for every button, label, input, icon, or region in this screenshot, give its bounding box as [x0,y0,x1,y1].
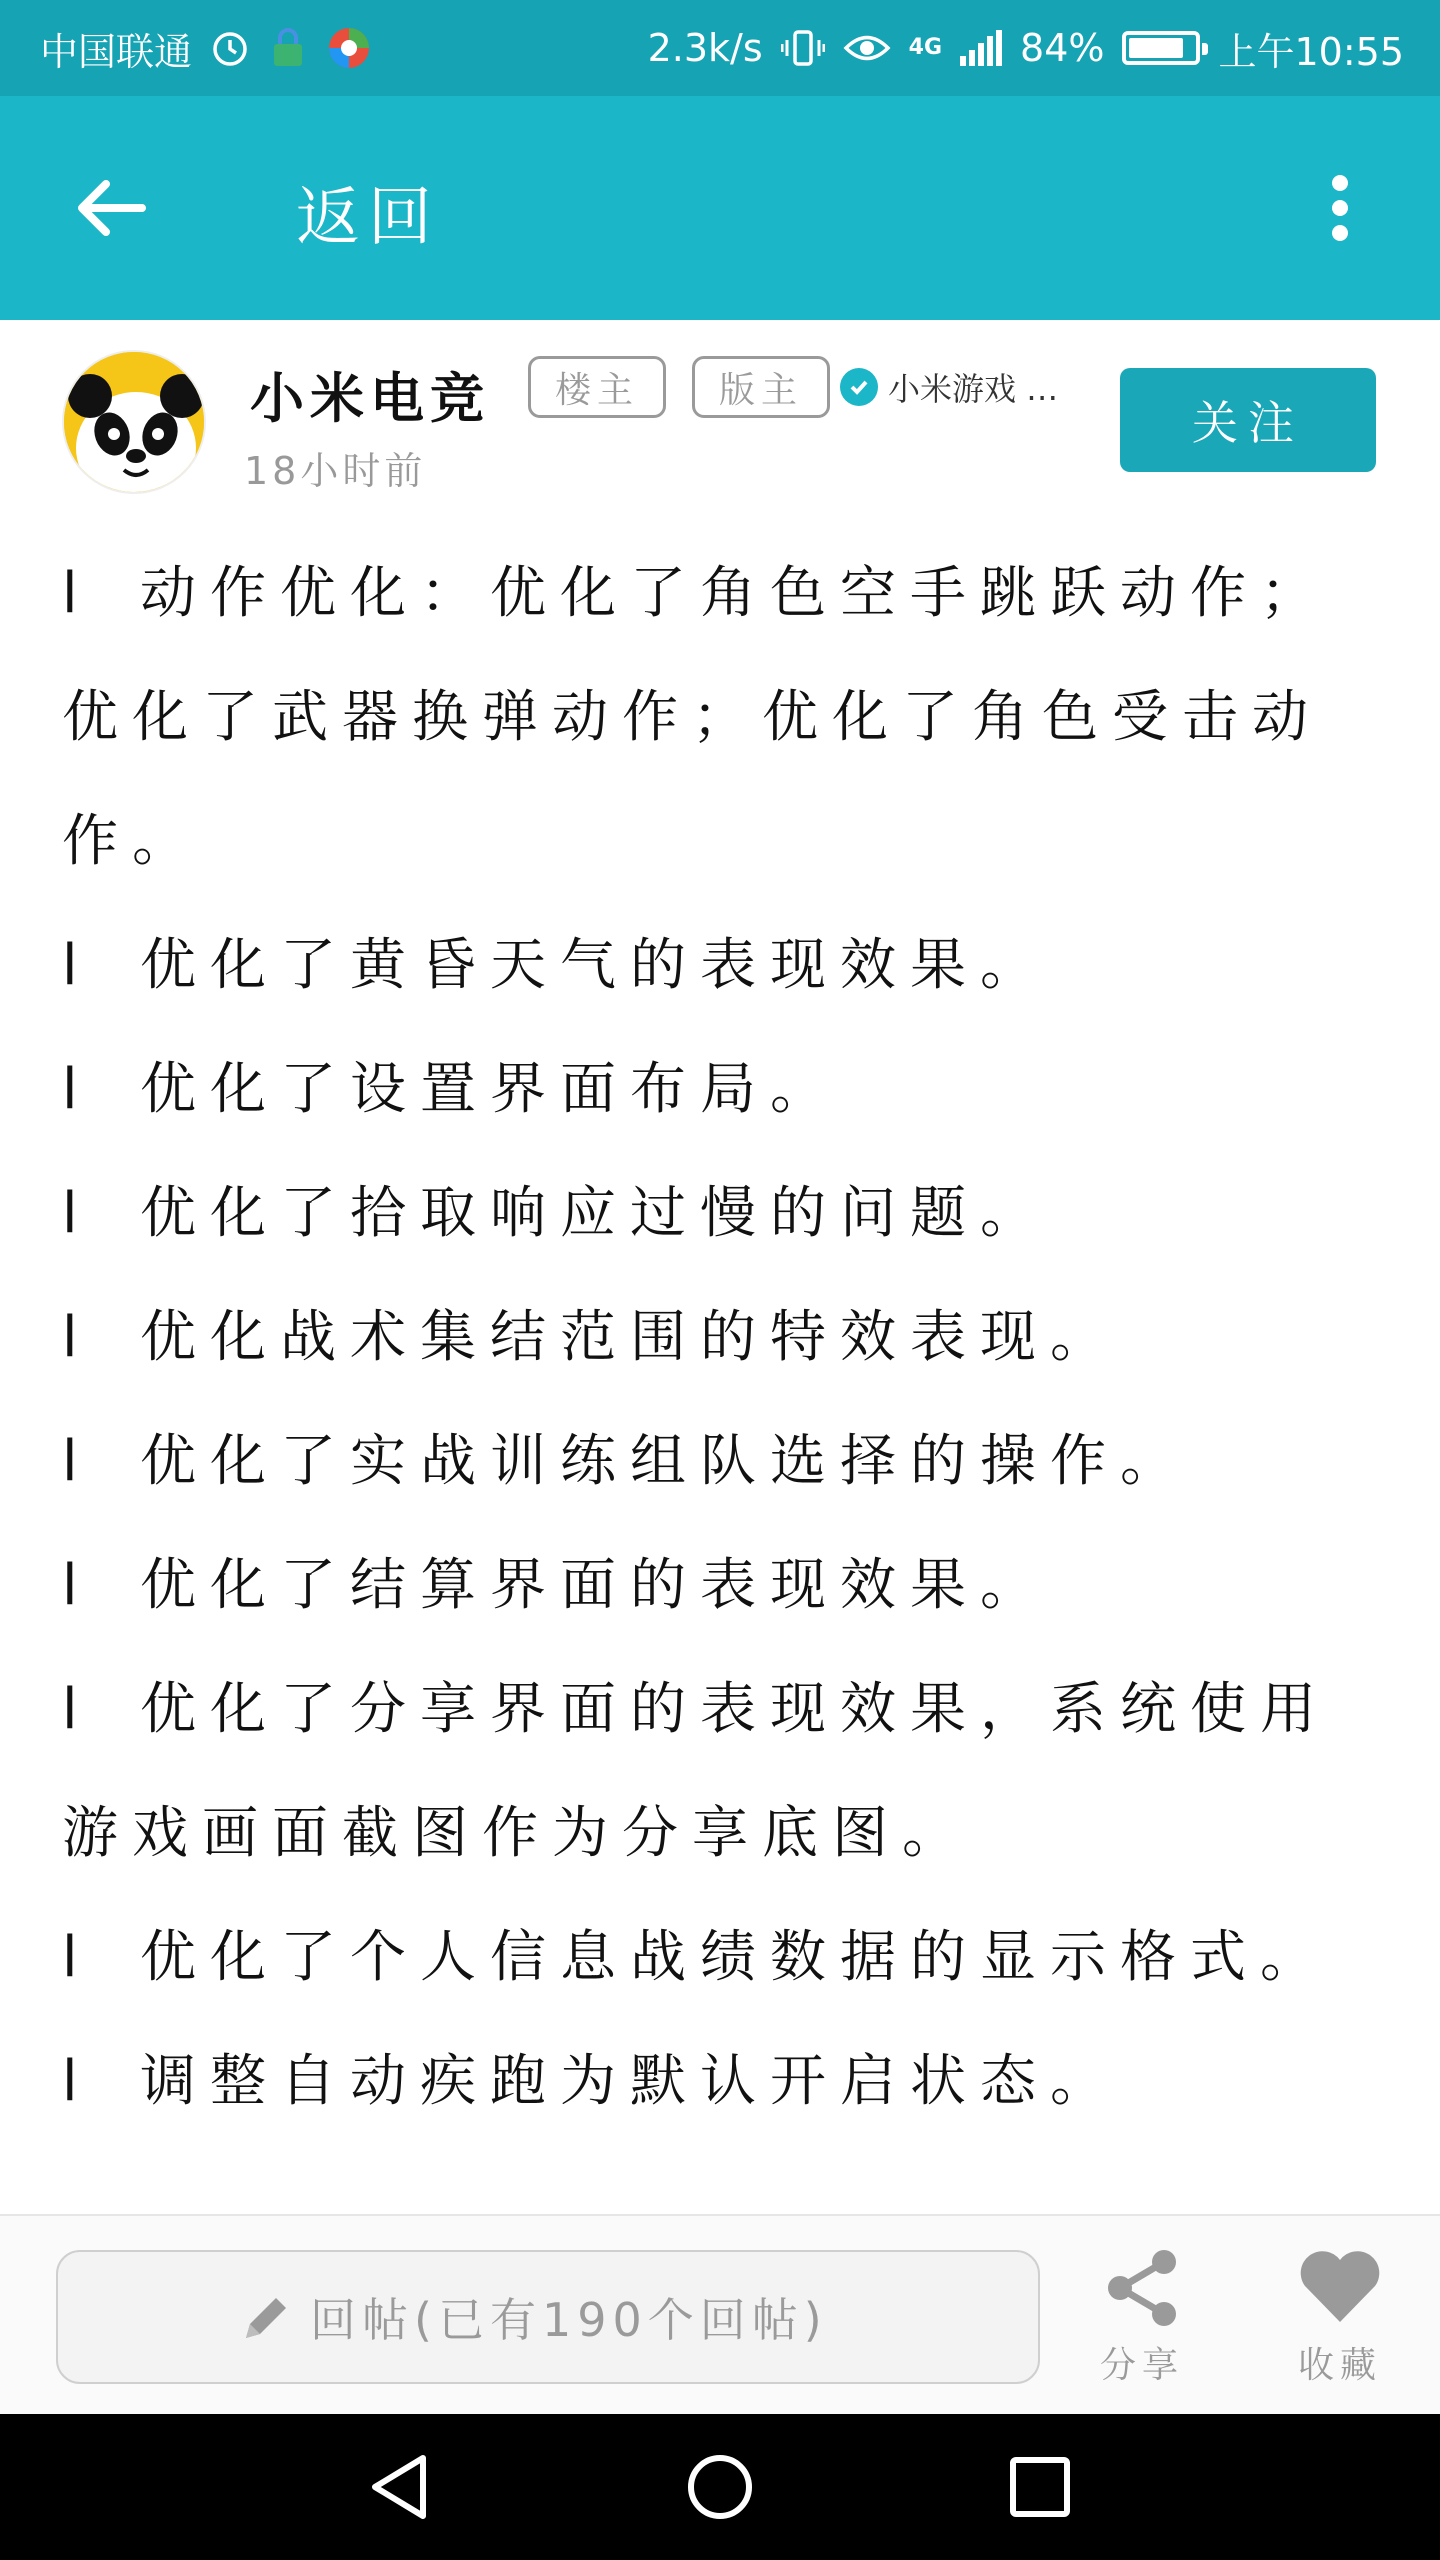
verified-check-icon [840,368,878,406]
app-bar [0,96,1440,320]
content-paragraph [62,532,1342,904]
paragraph-text: 优化了黄昏天气的表现效果。 [140,933,1050,998]
signal-strength-icon [960,30,1002,66]
paragraph-text: 动作优化：优化了角色空手跳跃动作；优化了武器换弹动作；优化了角色受击动作。 [62,561,1330,874]
circle-home-icon [685,2452,755,2522]
bullet-marker: l [62,1677,92,1742]
paragraph-text: 优化了结算界面的表现效果。 [140,1553,1050,1618]
content-paragraph [62,2020,1342,2144]
paragraph-text: 优化了拾取响应过慢的问题。 [140,1181,1050,1246]
heart-icon [1297,2248,1383,2324]
back-button[interactable] [60,158,160,258]
bullet-marker: l [62,1429,92,1494]
more-options-button[interactable] [1300,158,1380,258]
eye-comfort-icon [843,31,891,65]
arrow-left-icon [74,178,146,238]
bullet-marker: l [62,561,92,626]
alarm-icon [210,28,250,68]
reply-input[interactable] [56,2250,1040,2384]
bullet-marker: l [62,1181,92,1246]
share-icon [1102,2248,1182,2328]
more-vertical-icon [1328,173,1352,243]
status-bar [0,0,1440,96]
follow-button[interactable]: 关注 [1120,368,1376,472]
share-button[interactable] [1072,2248,1212,2388]
moderator-badge: 版主 [692,356,830,418]
square-recents-icon [1008,2455,1072,2519]
pencil-icon [238,2290,294,2357]
verified-label: 小米游戏 … [888,370,1059,408]
paragraph-text: 优化了设置界面布局。 [140,1057,840,1122]
browser-icon [326,25,372,71]
paragraph-text: 优化了分享界面的表现效果，系统使用游戏画面截图作为分享底图。 [62,1677,1330,1866]
reply-placeholder: 回帖(已有190个回帖) [310,2293,828,2347]
content-paragraph [62,1648,1342,1896]
nav-recents-button[interactable] [990,2442,1090,2532]
nav-back-button[interactable] [352,2442,452,2532]
post-time: 18小时前 [244,449,427,493]
bottom-action-bar [0,2214,1440,2414]
author-name[interactable]: 小米电竞 [250,367,490,430]
favorite-label: 收藏 [1297,2345,1382,2386]
lock-notification-icon [268,26,308,70]
paragraph-text: 优化战术集结范围的特效表现。 [140,1305,1120,1370]
nav-home-button[interactable] [670,2442,770,2532]
bullet-marker: l [62,1553,92,1618]
bullet-marker: l [62,2049,92,2114]
favorite-button[interactable] [1270,2248,1410,2388]
carrier-name: 中国联通 [40,29,193,74]
content-paragraph [62,1896,1342,2020]
paragraph-text: 优化了个人信息战绩数据的显示格式。 [140,1925,1330,1990]
share-label: 分享 [1099,2345,1184,2386]
post-author-row [0,320,1440,510]
status-bar-right [648,21,1404,76]
network-speed: 2.3k/s [647,26,763,70]
system-navigation-bar [0,2414,1440,2560]
bullet-marker: l [62,933,92,998]
battery-fill [1129,38,1183,58]
battery-percent: 84% [1020,26,1105,70]
status-bar-left [40,21,372,76]
bullet-marker: l [62,1057,92,1122]
content-paragraph [62,1524,1342,1648]
avatar[interactable] [62,350,206,494]
triangle-back-icon [367,2452,437,2522]
paragraph-text: 优化了实战训练组队选择的操作。 [140,1429,1190,1494]
bullet-marker: l [62,1305,92,1370]
verified-tag [840,364,1058,410]
signal-type: 4G [908,35,943,60]
vibrate-icon [781,28,825,68]
battery-icon [1122,31,1200,65]
owner-badge: 楼主 [528,356,666,418]
content-paragraph [62,1400,1342,1524]
clock: 上午10:55 [1218,29,1404,74]
content-paragraph [62,1276,1342,1400]
bullet-marker: l [62,1925,92,1990]
content-paragraph [62,1028,1342,1152]
back-label[interactable]: 返回 [296,181,440,255]
content-paragraph [62,1152,1342,1276]
paragraph-text: 调整自动疾跑为默认开启状态。 [140,2049,1120,2114]
panda-avatar-icon [64,352,206,494]
content-paragraph [62,904,1342,1028]
post-content [62,532,1342,2144]
